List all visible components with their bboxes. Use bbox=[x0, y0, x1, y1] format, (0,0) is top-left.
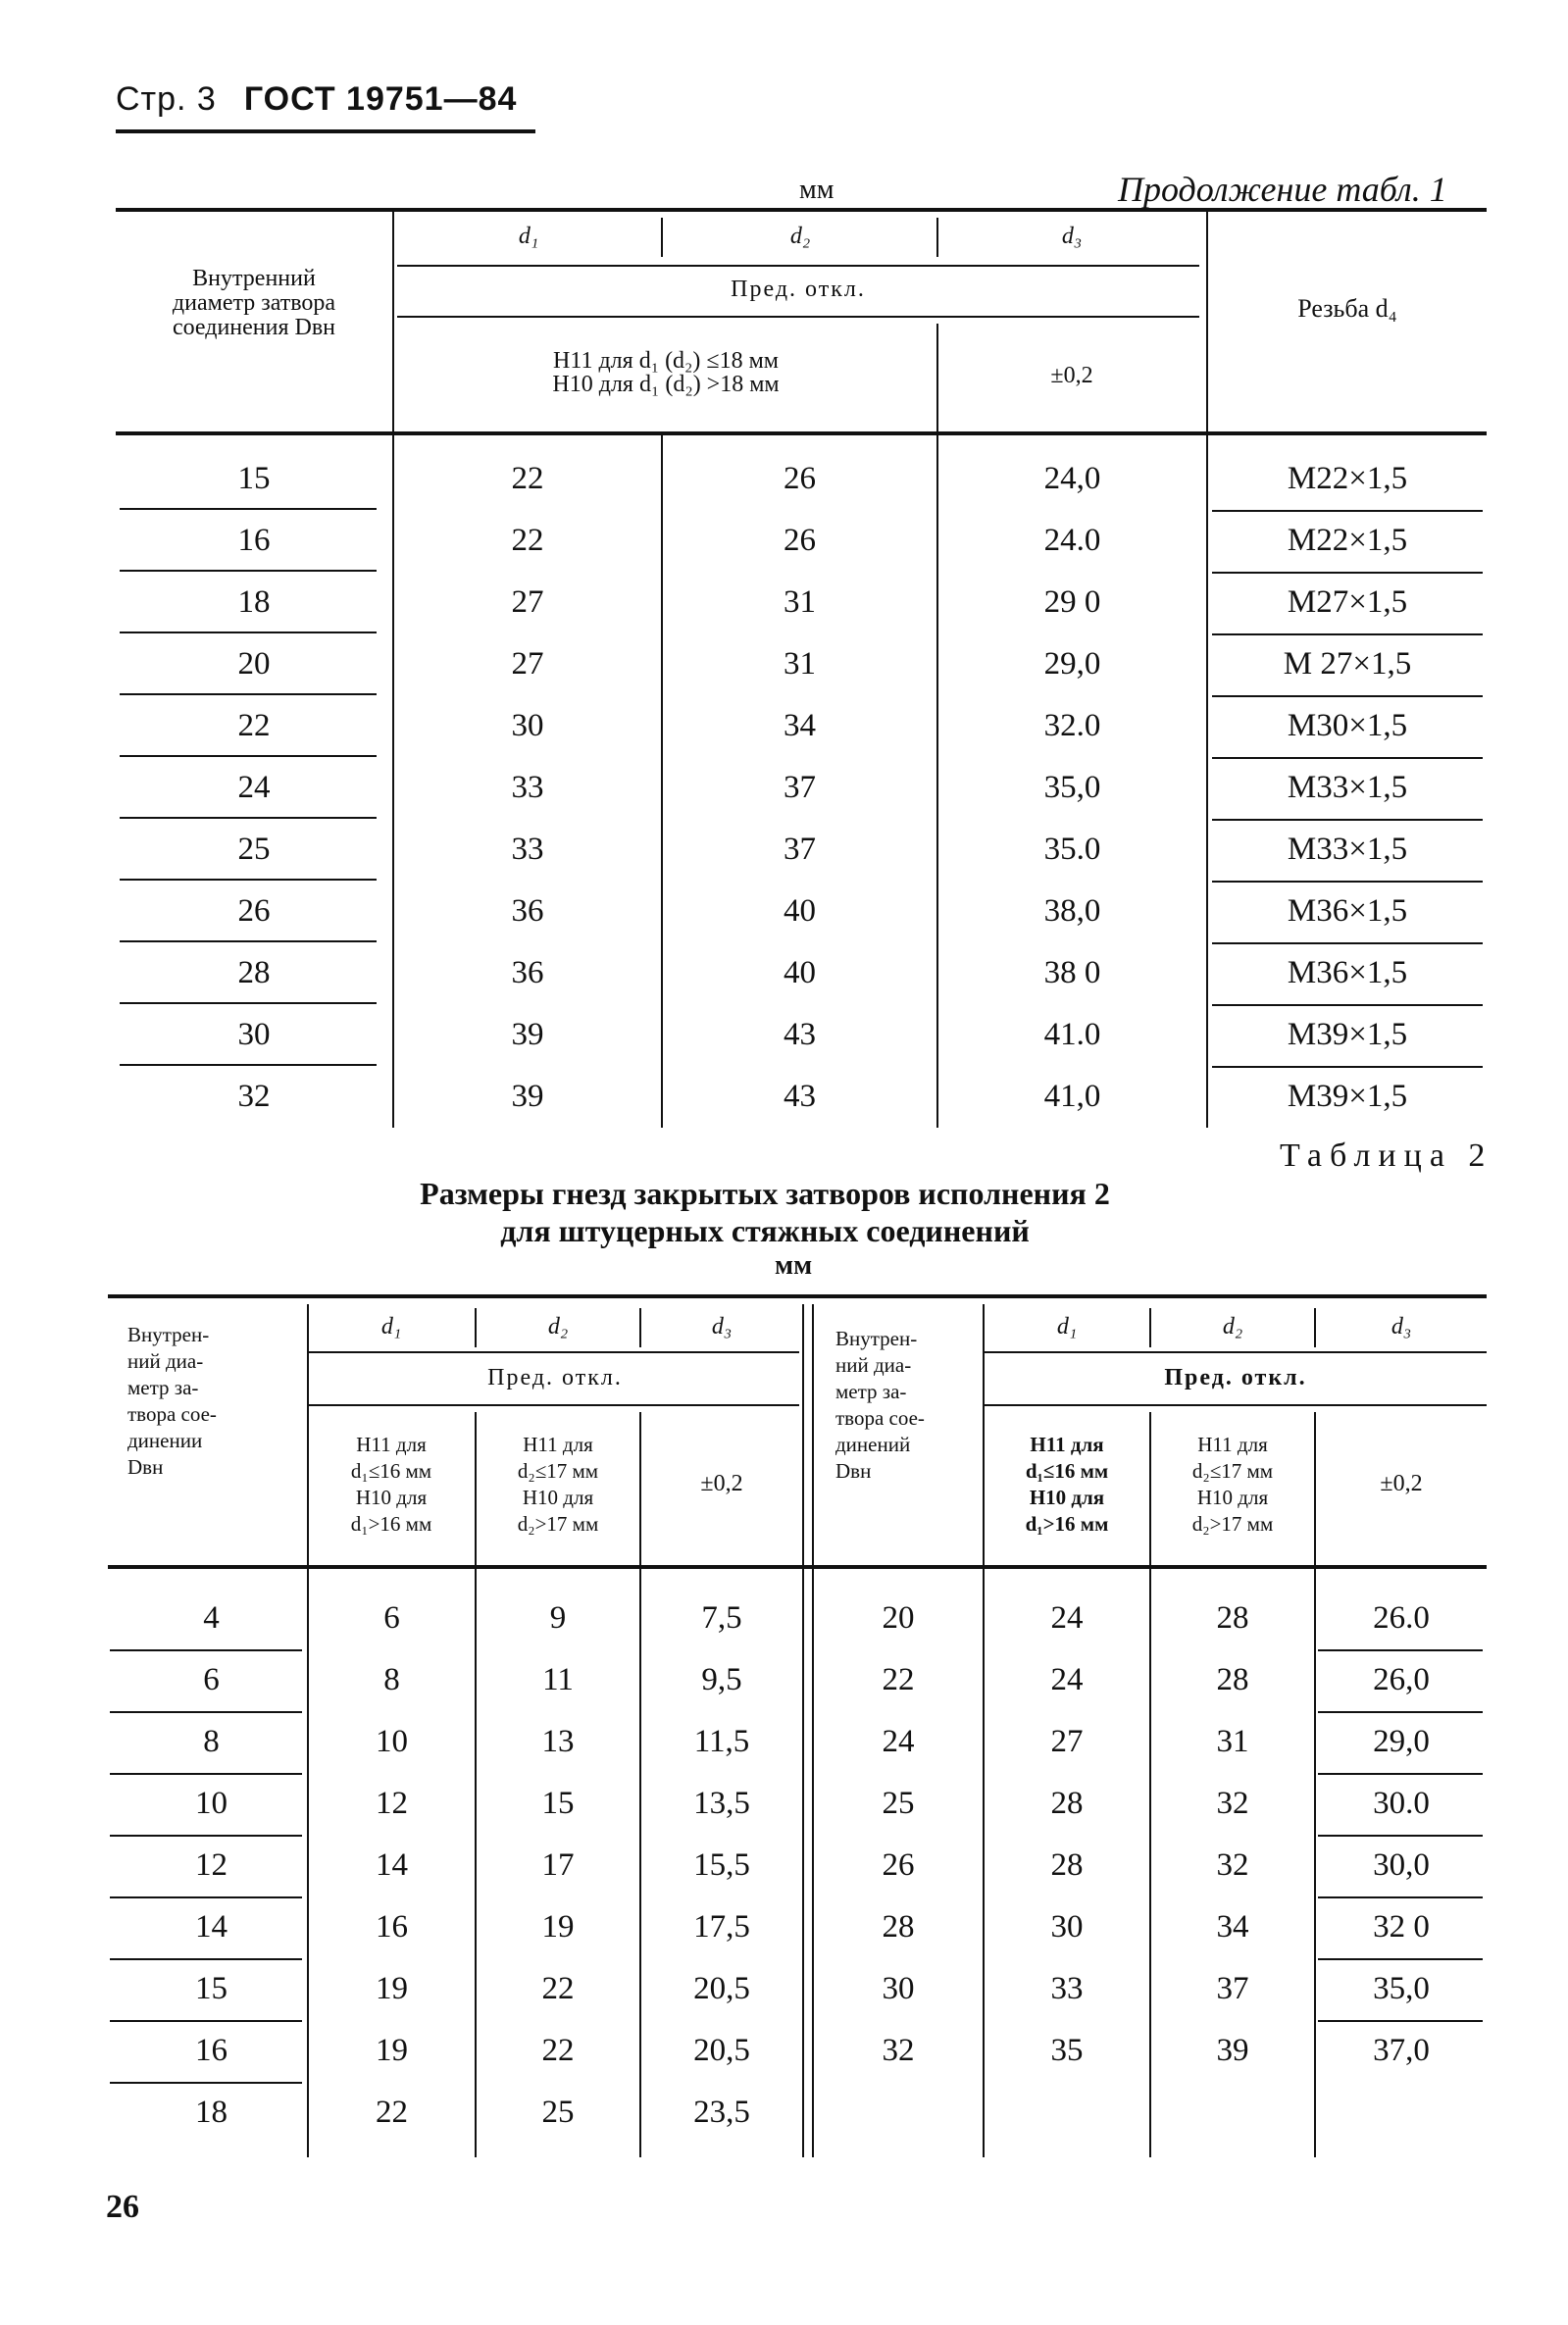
t1-cell-d3: 41.0 bbox=[1043, 1017, 1101, 1052]
t1-cell-d3: 35,0 bbox=[1043, 770, 1101, 805]
t2-cell-d1: 16 bbox=[376, 1909, 408, 1945]
t2-left-hdr-vsep-5 bbox=[639, 1412, 641, 1569]
t1-cell-d2: 31 bbox=[784, 646, 816, 682]
t2-cell-inner-diameter: 14 bbox=[195, 1909, 228, 1945]
t1-row-rule-left bbox=[120, 508, 377, 510]
t2-right-hdr-inner-diameter: Внутрен- ний диа- метр за- твора сое- динений Dвн bbox=[835, 1327, 925, 1483]
t1-cell-d2: 26 bbox=[784, 461, 816, 496]
t2-cell-d2: 28 bbox=[1216, 1662, 1249, 1697]
t1-cell-inner-diameter: 16 bbox=[237, 523, 271, 558]
t1-cell-d1: 36 bbox=[511, 893, 544, 929]
t1-cell-thread: M39×1,5 bbox=[1287, 1079, 1408, 1114]
t2-left-hdr-d1: d₁ bbox=[380, 1314, 402, 1339]
t2-cell-inner-diameter: 16 bbox=[195, 2033, 228, 2068]
t1-hdr-rule-2 bbox=[397, 316, 1199, 318]
t1-row-rule-left bbox=[120, 940, 377, 942]
table2-title: Размеры гнезд закрытых затворов исполнения 2 для штуцерных стяжных соединений bbox=[420, 1176, 1110, 1248]
t1-cell-thread: M22×1,5 bbox=[1287, 523, 1408, 558]
t2-left-hdr-inner-diameter: Внутрен- ний диа- метр за- твора сое- динении Dвн bbox=[127, 1323, 217, 1479]
t2-cell-d1: 19 bbox=[376, 2033, 408, 2068]
t1-hdr-vsep-1 bbox=[392, 210, 394, 433]
t1-cell-inner-diameter: 25 bbox=[237, 832, 271, 867]
t1-row-rule-right bbox=[1212, 819, 1483, 821]
t1-hdr-tol-d3: ±0,2 bbox=[1050, 363, 1093, 388]
t2-left-hdr-d2: d₂ bbox=[547, 1314, 569, 1339]
header-rule bbox=[116, 129, 535, 133]
t2-cell-inner-diameter: 30 bbox=[882, 1971, 915, 2006]
t1-cell-thread: M36×1,5 bbox=[1287, 955, 1408, 990]
t2-cell-d3: 15,5 bbox=[693, 1847, 750, 1883]
t1-cell-d2: 26 bbox=[784, 523, 816, 558]
t2-cell-inner-diameter: 28 bbox=[882, 1909, 915, 1945]
t2-cell-d1: 35 bbox=[1050, 2033, 1084, 2068]
t2-cell-d3: 29,0 bbox=[1373, 1724, 1430, 1759]
t1-row-rule-left bbox=[120, 879, 377, 881]
t2-cell-d3: 13,5 bbox=[693, 1786, 750, 1821]
t2-cell-d2: 32 bbox=[1216, 1786, 1249, 1821]
t2-cell-inner-diameter: 6 bbox=[203, 1662, 220, 1697]
t1-hdr-inner-diameter: Внутренний диаметр затвора соединения Dвн bbox=[172, 266, 336, 340]
t1-cell-thread: M22×1,5 bbox=[1287, 461, 1408, 496]
t2-cell-d3: 9,5 bbox=[701, 1662, 742, 1697]
t2-cell-d2: 9 bbox=[549, 1600, 567, 1636]
t2-row-rule-right bbox=[1318, 1896, 1483, 1898]
t2-right-hdr-vsep-2 bbox=[1149, 1308, 1151, 1347]
t2-cell-d3: 7,5 bbox=[701, 1600, 742, 1636]
t1-hdr-thread: Резьба d₄ bbox=[1297, 294, 1397, 323]
t1-cell-thread: M36×1,5 bbox=[1287, 893, 1408, 929]
t1-cell-d1: 33 bbox=[511, 832, 544, 867]
t1-row-rule-right bbox=[1212, 695, 1483, 697]
t2-cell-d3: 26,0 bbox=[1373, 1662, 1430, 1697]
standard-number: ГОСТ 19751—84 bbox=[243, 80, 518, 118]
t1-cell-d1: 39 bbox=[511, 1079, 544, 1114]
page-header bbox=[116, 80, 517, 119]
t2-left-hdr-rule-2 bbox=[309, 1404, 799, 1406]
t1-cell-d3: 24,0 bbox=[1043, 461, 1101, 496]
t2-cell-d2: 25 bbox=[541, 2095, 575, 2130]
t1-cell-d3: 24.0 bbox=[1043, 523, 1101, 558]
t1-cell-thread: M 27×1,5 bbox=[1283, 646, 1412, 682]
t2-cell-d2: 13 bbox=[541, 1724, 575, 1759]
page-number: 26 bbox=[106, 2189, 139, 2225]
t1-cell-inner-diameter: 26 bbox=[237, 893, 271, 929]
t2-cell-inner-diameter: 32 bbox=[882, 2033, 915, 2068]
t1-hdr-vsep-5 bbox=[1206, 210, 1208, 433]
t1-hdr-d2: d₂ bbox=[789, 224, 811, 249]
t1-cell-d2: 40 bbox=[784, 955, 816, 990]
t2-cell-d2: 31 bbox=[1216, 1724, 1249, 1759]
t2-cell-d3: 23,5 bbox=[693, 2095, 750, 2130]
t1-cell-d2: 31 bbox=[784, 584, 816, 620]
t1-cell-d1: 30 bbox=[511, 708, 544, 743]
t2-row-rule-right bbox=[1318, 1711, 1483, 1713]
t1-cell-d1: 22 bbox=[511, 461, 544, 496]
t2-cell-d1: 24 bbox=[1050, 1600, 1084, 1636]
t1-hdr-vsep-2 bbox=[661, 218, 663, 257]
t1-cell-inner-diameter: 30 bbox=[237, 1017, 271, 1052]
t1-row-rule-left bbox=[120, 570, 377, 572]
t1-cell-d3: 29,0 bbox=[1043, 646, 1101, 682]
t1-row-rule-right bbox=[1212, 633, 1483, 635]
t2-right-hdr-rule-2 bbox=[985, 1404, 1487, 1406]
t1-hdr-vsep-4 bbox=[936, 324, 938, 431]
t2-cell-d2: 15 bbox=[541, 1786, 575, 1821]
t2-row-rule-right bbox=[1318, 1773, 1483, 1775]
t2-left-hdr-tol-d3: ±0,2 bbox=[700, 1471, 743, 1496]
t2-cell-d3: 20,5 bbox=[693, 1971, 750, 2006]
t2-cell-d2: 22 bbox=[541, 1971, 575, 2006]
t1-cell-d3: 41,0 bbox=[1043, 1079, 1101, 1114]
t2-left-hdr-d3: d₃ bbox=[711, 1314, 733, 1339]
t1-cell-d3: 38,0 bbox=[1043, 893, 1101, 929]
t1-hdr-tolerance: Пред. откл. bbox=[731, 277, 866, 302]
t1-cell-d2: 43 bbox=[784, 1079, 816, 1114]
t2-row-rule-left bbox=[110, 1958, 302, 1960]
t2-right-hdr-d1: d₁ bbox=[1056, 1314, 1078, 1339]
t1-row-rule-right bbox=[1212, 757, 1483, 759]
t2-row-rule-right bbox=[1318, 2020, 1483, 2022]
t2-cell-d1: 28 bbox=[1050, 1847, 1084, 1883]
t1-cell-d3: 38 0 bbox=[1043, 955, 1101, 990]
t2-top-rule bbox=[108, 1294, 1487, 1298]
t2-cell-inner-diameter: 18 bbox=[195, 2095, 228, 2130]
t1-cell-inner-diameter: 22 bbox=[237, 708, 271, 743]
t2-cell-d2: 22 bbox=[541, 2033, 575, 2068]
t2-cell-d3: 11,5 bbox=[693, 1724, 750, 1759]
t2-cell-inner-diameter: 10 bbox=[195, 1786, 228, 1821]
t2-right-hdr-d3: d₃ bbox=[1391, 1314, 1412, 1339]
t1-cell-inner-diameter: 18 bbox=[237, 584, 271, 620]
t1-cell-d1: 36 bbox=[511, 955, 544, 990]
t1-cell-d1: 39 bbox=[511, 1017, 544, 1052]
t2-cell-inner-diameter: 8 bbox=[203, 1724, 220, 1759]
t1-cell-thread: M39×1,5 bbox=[1287, 1017, 1408, 1052]
t1-row-rule-right bbox=[1212, 510, 1483, 512]
t1-cell-d1: 27 bbox=[511, 646, 544, 682]
t1-cell-d1: 33 bbox=[511, 770, 544, 805]
t2-cell-d2: 39 bbox=[1216, 2033, 1249, 2068]
t2-cell-d3: 20,5 bbox=[693, 2033, 750, 2068]
t2-cell-d2: 34 bbox=[1216, 1909, 1249, 1945]
t1-cell-thread: M33×1,5 bbox=[1287, 832, 1408, 867]
t1-cell-thread: M30×1,5 bbox=[1287, 708, 1408, 743]
t2-row-rule-left bbox=[110, 1649, 302, 1651]
t2-mid-separator-a bbox=[802, 1304, 804, 2157]
t2-cell-inner-diameter: 4 bbox=[203, 1600, 220, 1636]
t2-right-hdr-vsep-5 bbox=[1314, 1412, 1316, 1569]
t1-hdr-tol-d1d2: H11 для d₁ (d₂) ≤18 мм H10 для d₁ (d₂) >18 мм bbox=[552, 348, 780, 397]
t2-right-hdr-tolerance: Пред. откл. bbox=[1164, 1365, 1307, 1390]
t2-cell-d1: 12 bbox=[376, 1786, 408, 1821]
t1-cell-d2: 37 bbox=[784, 770, 816, 805]
t1-row-rule-right bbox=[1212, 942, 1483, 944]
table1-continuation: Продолжение табл. 1 bbox=[1118, 170, 1447, 209]
t2-cell-d3: 35,0 bbox=[1373, 1971, 1430, 2006]
t2-left-hdr-tolerance: Пред. откл. bbox=[487, 1365, 623, 1390]
t2-cell-d3: 17,5 bbox=[693, 1909, 750, 1945]
t2-right-hdr-vsep-3 bbox=[1314, 1308, 1316, 1347]
t2-cell-d1: 33 bbox=[1050, 1971, 1084, 2006]
t1-row-rule-right bbox=[1212, 1004, 1483, 1006]
t1-cell-inner-diameter: 15 bbox=[237, 461, 271, 496]
t2-cell-d2: 32 bbox=[1216, 1847, 1249, 1883]
t1-row-rule-right bbox=[1212, 881, 1483, 883]
t2-cell-d3: 30,0 bbox=[1373, 1847, 1430, 1883]
t2-right-hdr-rule-1 bbox=[985, 1351, 1487, 1353]
t2-cell-d2: 11 bbox=[542, 1662, 574, 1697]
t2-row-rule-left bbox=[110, 1835, 302, 1837]
t2-right-hdr-tol-d3: ±0,2 bbox=[1380, 1471, 1423, 1496]
t2-cell-d2: 28 bbox=[1216, 1600, 1249, 1636]
t2-row-rule-left bbox=[110, 1896, 302, 1898]
t1-hdr-rule-1 bbox=[397, 265, 1199, 267]
t1-row-rule-left bbox=[120, 693, 377, 695]
t2-cell-d2: 19 bbox=[541, 1909, 575, 1945]
t1-cell-d1: 22 bbox=[511, 523, 544, 558]
t2-cell-inner-diameter: 12 bbox=[195, 1847, 228, 1883]
t2-cell-d3: 37,0 bbox=[1373, 2033, 1430, 2068]
t1-cell-d2: 43 bbox=[784, 1017, 816, 1052]
t2-left-hdr-vsep-2 bbox=[475, 1308, 477, 1347]
t2-cell-d3: 26.0 bbox=[1373, 1600, 1430, 1636]
t1-row-rule-left bbox=[120, 1002, 377, 1004]
t2-cell-d1: 10 bbox=[376, 1724, 408, 1759]
t2-right-hdr-tol-d1: H11 для d₁≤16 мм H10 для d₁>16 мм bbox=[1025, 1433, 1109, 1536]
t1-cell-inner-diameter: 20 bbox=[237, 646, 271, 682]
table2-label: Таблица 2 bbox=[1280, 1137, 1493, 1174]
t2-cell-d1: 22 bbox=[376, 2095, 408, 2130]
t1-top-rule bbox=[116, 208, 1487, 212]
t1-cell-d3: 35.0 bbox=[1043, 832, 1101, 867]
t2-row-rule-left bbox=[110, 2082, 302, 2084]
t1-cell-thread: M27×1,5 bbox=[1287, 584, 1408, 620]
t2-row-rule-right bbox=[1318, 1958, 1483, 1960]
t1-row-rule-left bbox=[120, 817, 377, 819]
t1-cell-inner-diameter: 24 bbox=[237, 770, 271, 805]
t2-cell-d1: 28 bbox=[1050, 1786, 1084, 1821]
t2-hdr-bottom-rule bbox=[108, 1565, 1487, 1569]
t2-cell-inner-diameter: 25 bbox=[882, 1786, 915, 1821]
t1-cell-thread: M33×1,5 bbox=[1287, 770, 1408, 805]
t2-cell-d1: 14 bbox=[376, 1847, 408, 1883]
t2-cell-d1: 8 bbox=[383, 1662, 400, 1697]
t2-row-rule-left bbox=[110, 1773, 302, 1775]
t2-cell-inner-diameter: 15 bbox=[195, 1971, 228, 2006]
t1-cell-d3: 29 0 bbox=[1043, 584, 1101, 620]
t1-row-rule-right bbox=[1212, 1066, 1483, 1068]
t1-row-rule-left bbox=[120, 755, 377, 757]
t1-hdr-bottom-rule bbox=[116, 431, 1487, 435]
t2-right-hdr-tol-d2: H11 для d₂≤17 мм H10 для d₂>17 мм bbox=[1191, 1433, 1274, 1536]
t2-left-hdr-tol-d2: H11 для d₂≤17 мм H10 для d₂>17 мм bbox=[517, 1433, 599, 1536]
t2-cell-d1: 30 bbox=[1050, 1909, 1084, 1945]
t2-row-rule-right bbox=[1318, 1835, 1483, 1837]
t1-cell-d2: 40 bbox=[784, 893, 816, 929]
table2-units: мм bbox=[775, 1250, 813, 1281]
t2-cell-d2: 37 bbox=[1216, 1971, 1249, 2006]
t2-cell-d1: 19 bbox=[376, 1971, 408, 2006]
t2-cell-d1: 24 bbox=[1050, 1662, 1084, 1697]
t2-row-rule-left bbox=[110, 1711, 302, 1713]
t2-right-hdr-vsep-4 bbox=[1149, 1412, 1151, 1569]
t2-row-rule-left bbox=[110, 2020, 302, 2022]
t1-cell-d2: 34 bbox=[784, 708, 816, 743]
t2-left-hdr-vsep-3 bbox=[639, 1308, 641, 1347]
t2-left-hdr-rule-1 bbox=[309, 1351, 799, 1353]
t2-cell-inner-diameter: 22 bbox=[882, 1662, 915, 1697]
t1-row-rule-right bbox=[1212, 572, 1483, 574]
t1-cell-d1: 27 bbox=[511, 584, 544, 620]
t2-cell-d1: 27 bbox=[1050, 1724, 1084, 1759]
t1-cell-inner-diameter: 32 bbox=[237, 1079, 271, 1114]
t2-cell-d3: 30.0 bbox=[1373, 1786, 1430, 1821]
t1-cell-d2: 37 bbox=[784, 832, 816, 867]
table1-units: мм bbox=[799, 175, 835, 205]
t2-row-rule-right bbox=[1318, 1649, 1483, 1651]
t1-hdr-d1: d₁ bbox=[518, 224, 539, 249]
t1-cell-d3: 32.0 bbox=[1043, 708, 1101, 743]
t2-cell-inner-diameter: 24 bbox=[882, 1724, 915, 1759]
t2-cell-inner-diameter: 20 bbox=[882, 1600, 915, 1636]
t1-cell-inner-diameter: 28 bbox=[237, 955, 271, 990]
t1-row-rule-left bbox=[120, 1064, 377, 1066]
t1-hdr-d3: d₃ bbox=[1061, 224, 1083, 249]
t1-hdr-vsep-3 bbox=[936, 218, 938, 257]
t2-cell-d3: 32 0 bbox=[1373, 1909, 1430, 1945]
t2-cell-inner-diameter: 26 bbox=[882, 1847, 915, 1883]
t2-cell-d2: 17 bbox=[541, 1847, 575, 1883]
t2-right-hdr-d2: d₂ bbox=[1222, 1314, 1243, 1339]
t2-left-hdr-vsep-4 bbox=[475, 1412, 477, 1569]
t2-left-hdr-tol-d1: H11 для d₁≤16 мм H10 для d₁>16 мм bbox=[350, 1433, 432, 1536]
page-label: Стр. 3 bbox=[116, 80, 217, 118]
t2-cell-d1: 6 bbox=[383, 1600, 400, 1636]
t1-row-rule-left bbox=[120, 632, 377, 633]
